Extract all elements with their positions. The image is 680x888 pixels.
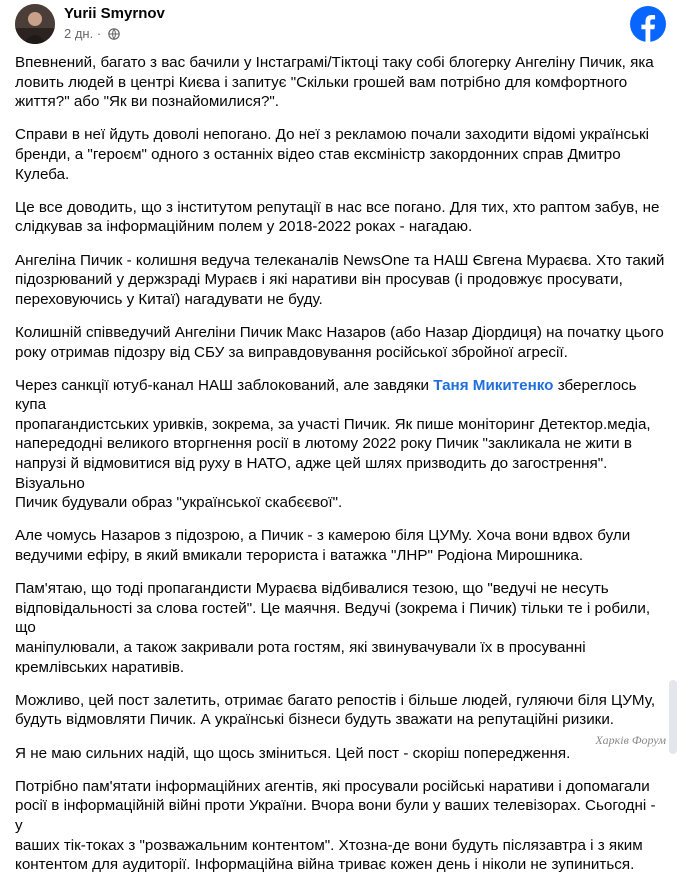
post-meta	[64, 26, 120, 43]
globe-icon	[108, 28, 120, 43]
facebook-logo	[630, 6, 666, 42]
post-paragraph: Це все доводить, що з інститутом репутації в нас все погано. Для тих, хто раптом забув, не слідкував за інформаційним полем у 2018-2022 роках - нагадаю.	[15, 198, 660, 236]
post-paragraph: Справи в неї йдуть доволі непогано. До неї з рекламою почали заходити відомі українські бренди, а "героєм" одного з останніх відео став ексміністр закордонних справ Дмитро Кулеба.	[15, 126, 650, 183]
post-header	[0, 0, 680, 50]
post-paragraph: Я не маю сильних надій, що щось зміниться. Цей пост - скоріш попередження.	[15, 744, 571, 762]
post-paragraph: Пам'ятаю, що тоді пропагандисти Мураєва відбивалися тезою, що "ведучі не несуть відповідальності за слова гостей". Це маячня. Ведучі (зокрема і Пичик) тільки те і робили, що маніпулювали, а також закривали рота гостям, які звинувачували їх в просуванні кремлівських наративів.	[15, 580, 651, 676]
post-paragraph: Потрібно пам'ятати інформаційних агентів, які просували російські наративи і допомагали росії в інформаційній війні проти України. Вчора вони були у ваших телевізорах. Сьогодні - у ваших тік-токах з "розважальним контентом". Хтозна-де вони будуть післязавтра і з яким контентом для аудиторії. Інформаційна війна триває кожен день і ніколи не зупиниться.	[15, 777, 656, 874]
watermark: Харків Форум	[595, 733, 666, 747]
scrollbar[interactable]	[669, 680, 677, 754]
post-paragraph: Впевнений, багато з вас бачили у Інстаграмі/Тіктоці таку собі блогерку Ангеліну Пичик, яка ловить людей в центрі Києва і запитує "Скільки грошей вам потрібно для комфортного життя?" або "Як ви познайомилися?".	[15, 54, 654, 111]
avatar[interactable]	[15, 4, 55, 44]
post-paragraph: Можливо, цей пост залетить, отримає багато репостів і більше людей, гуляючи біля ЦУМу, будуть відмовляти Пичик. А українські бізнеси будуть зважати на репутаційні ризики.	[15, 691, 656, 729]
post-time[interactable]: 2 дн.	[64, 26, 94, 41]
post-paragraph	[15, 376, 667, 513]
paragraph-text: збереглось купа пропагандистських уривків, зокрема, за участі Пичик. Як пише моніторинг Детектор.медіа, напередодні великого вторгнення росії в лютому 2022 року Пичик "закликала не жити в напрузі й відмовитися від руху в НАТО, адже цей шлях призводить до загострення". Візуально Пичик будували образ "української скабєєвої".	[15, 376, 651, 512]
post-paragraph: Ангеліна Пичик - колишня ведуча телеканалів NewsOne та НАШ Євгена Мураєва. Хто такий підозрюваний у держзраді Мураєв і які наративи він просував (і продовжує просувати, переховуючись у Китаї) нагадувати не буду.	[15, 251, 665, 308]
mention-link[interactable]: Таня Микитенко	[433, 376, 554, 394]
paragraph-text: Через санкції ютуб-канал НАШ заблокований, але завдяки	[15, 376, 434, 394]
author-name[interactable]: Yurii Smyrnov	[64, 5, 165, 22]
meta-separator: ·	[96, 26, 102, 41]
post-paragraph: Але чомусь Назаров з підозрою, а Пичик - з камерою біля ЦУМу. Хоча вони вдвох були ведучими ефіру, в який вмикали терориста і ватажка "ЛНР" Родіона Мирошника.	[15, 527, 631, 565]
post-body	[15, 53, 667, 888]
post-paragraph: Колишній співведучий Ангеліни Пичик Макс Назаров (або Назар Діордиця) на початку цього року отримав підозру від СБУ за виправдовування російської збройної агресії.	[15, 323, 664, 361]
